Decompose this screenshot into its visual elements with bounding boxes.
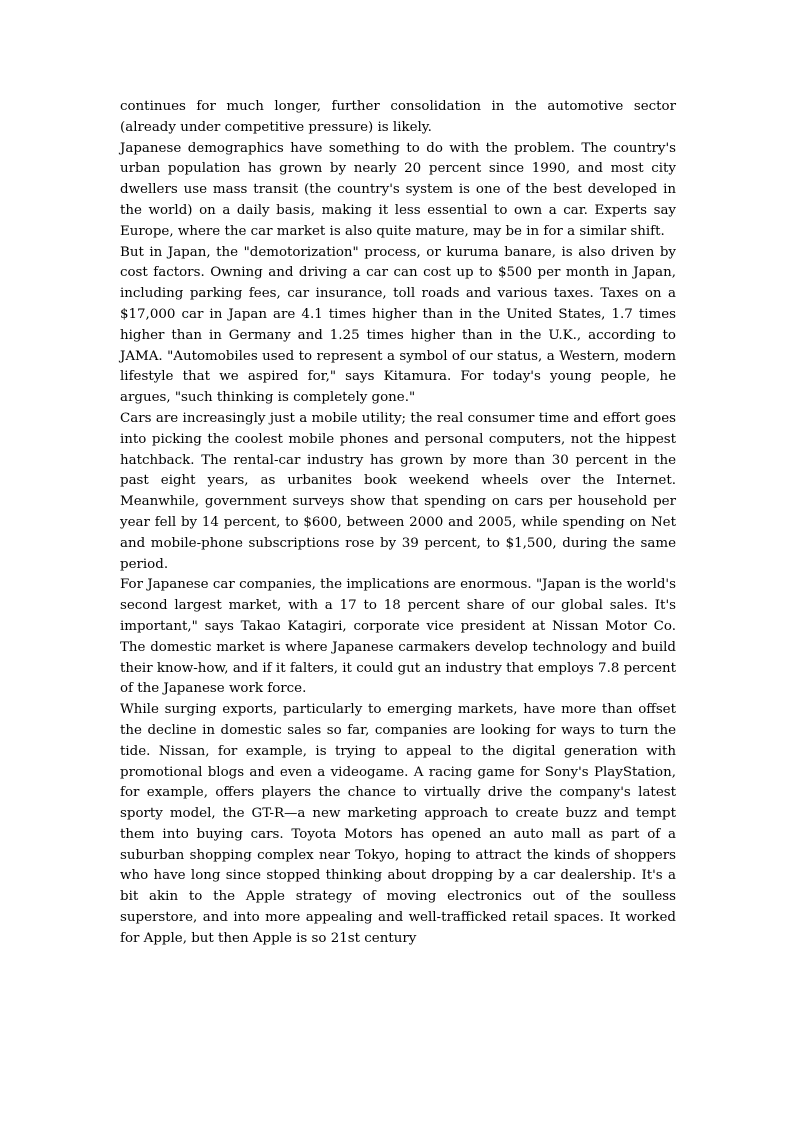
paragraph-6: While surging exports, particularly to emerging markets, have more than offset the decline in domestic sales so far, companies are looking for ways to turn the tide. Nissan, for example, is trying to appeal to the digital generation with promotional blogs and even a videogame. A racing game for Sony's PlayStation, for example, offers players the chance to virtually drive the company's latest sporty model, the GT-R—a new marketing approach to create buzz and tempt them into buying cars. Toyota Motors has opened an auto mall as part of a suburban shopping complex near Tokyo, hoping to attract the kinds of shoppers who have long since stopped thinking about dropping by a car dealership. It's a bit akin to the Apple strategy of moving electronics out of the soulless superstore, and into more appealing and well-trafficked retail spaces. It worked for Apple, but then Apple is so 21st century bbox=[120, 702, 676, 946]
paragraph-1: continues for much longer, further consolidation in the automotive sector (already under competitive pressure) is likely. bbox=[120, 99, 676, 135]
paragraph-3: But in Japan, the "demotorization" process, or kuruma banare, is also driven by cost factors. Owning and driving a car can cost up to $500 per month in Japan, including parking fees, car insurance, toll roads and various taxes. Taxes on a $17,000 car in Japan are 4.1 times higher than in the United States, 1.7 times higher than in Germany and 1.25 times higher than in the U.K., according to JAMA. "Automobiles used to represent a symbol of our status, a Western, modern lifestyle that we aspired for," says Kitamura. For today's young people, he argues, "such thinking is completely gone." bbox=[120, 244, 676, 406]
document-body bbox=[120, 97, 676, 950]
paragraph-4: Cars are increasingly just a mobile utility; the real consumer time and effort goes into picking the coolest mobile phones and personal computers, not the hippest hatchback. The rental-car industry has grown by more than 30 percent in the past eight years, as urbanites book weekend wheels over the Internet. Meanwhile, government surveys show that spending on cars per household per year fell by 14 percent, to $600, between 2000 and 2005, while spending on Net and mobile-phone subscriptions rose by 39 percent, to $1,500, during the same period. bbox=[120, 410, 676, 572]
paragraph-2: Japanese demographics have something to do with the problem. The country's urban population has grown by nearly 20 percent since 1990, and most city dwellers use mass transit (the country's system is one of the best developed in the world) on a daily basis, making it less essential to own a car. Experts say Europe, where the car market is also quite mature, may be in for a similar shift. bbox=[120, 140, 676, 239]
paragraph-5: For Japanese car companies, the implications are enormous. "Japan is the world's second largest market, with a 17 to 18 percent share of our global sales. It's important," says Takao Katagiri, corporate vice president at Nissan Motor Co. The domestic market is where Japanese carmakers develop technology and build their know-how, and if it falters, it could gut an industry that employs 7.8 percent of the Japanese work force. bbox=[120, 577, 676, 697]
